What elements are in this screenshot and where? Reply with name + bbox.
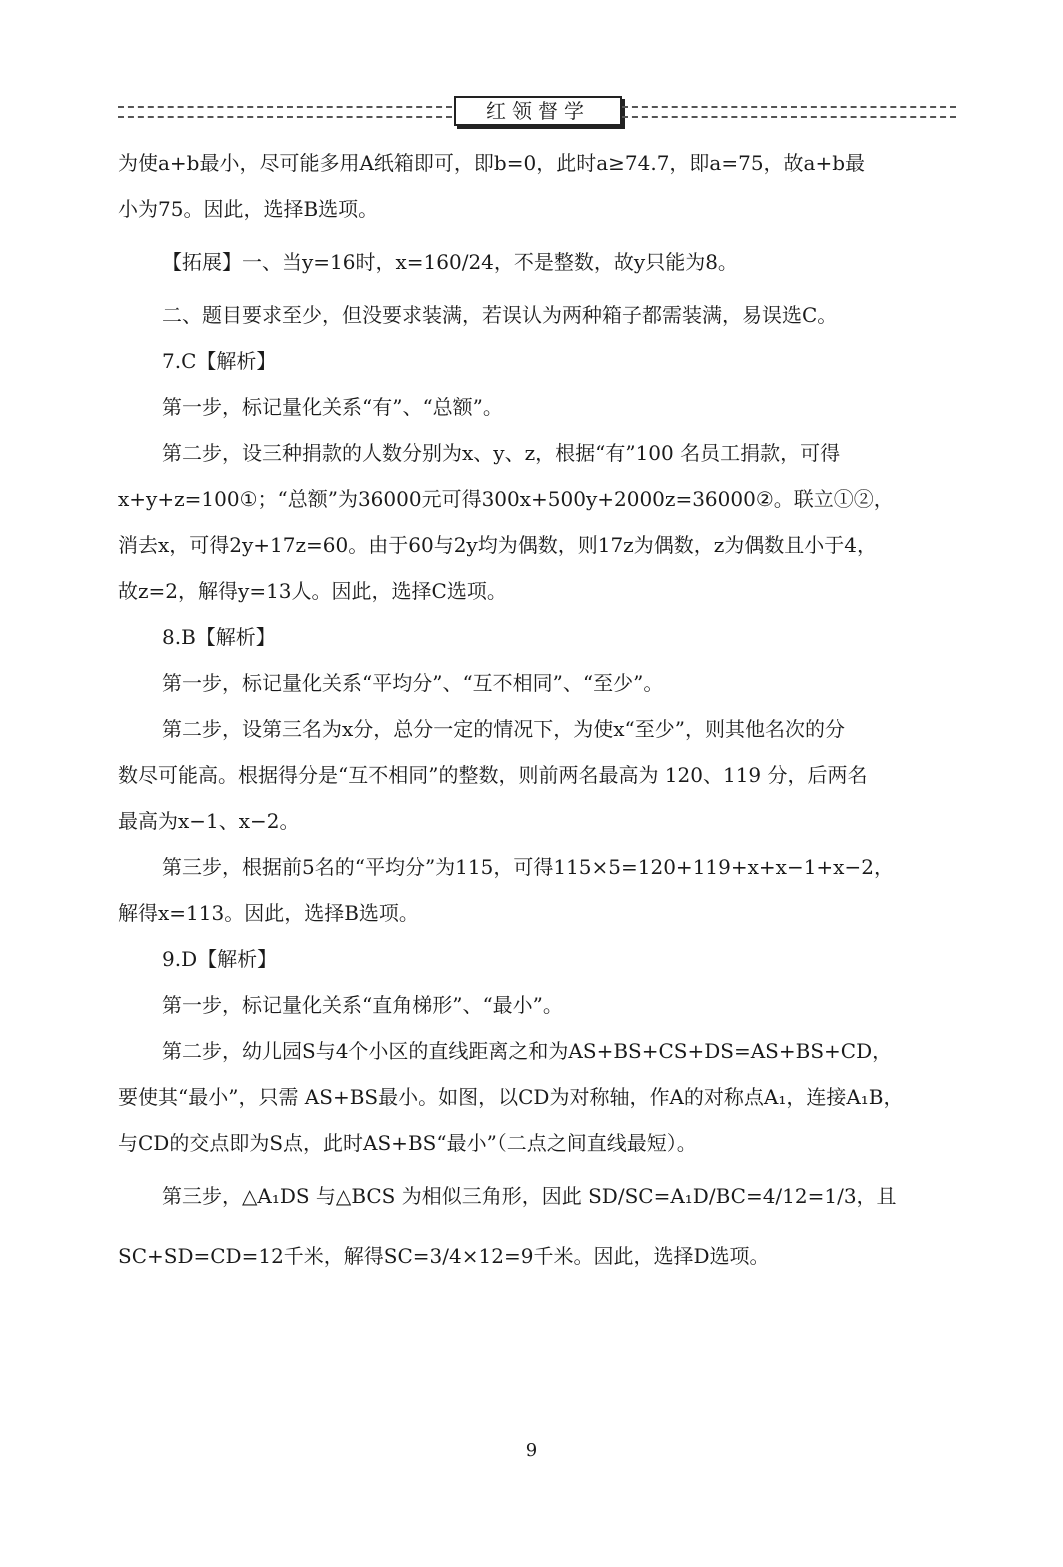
text-line: 第二步，设第三名为x分，总分一定的情况下，为使x“至少”，则其他名次的分 xyxy=(162,717,846,741)
text-line: 第一步，标记量化关系“有”、“总额”。 xyxy=(162,395,503,419)
text-line: 故z=2，解得y=13人。因此，选择C选项。 xyxy=(118,579,507,603)
text-line: 第二步，幼儿园S与4个小区的直线距离之和为AS+BS+CS+DS=AS+BS+CD， xyxy=(162,1039,893,1063)
text-line: 【拓展】一、当y=16时，x=160/24，不是整数，故y只能为8。 xyxy=(162,250,738,274)
text-line: 第三步，△A₁DS 与△BCS 为相似三角形，因此 SD/SC=A₁D/BC=4/12=1/3，且 xyxy=(162,1184,897,1208)
header-dash-left xyxy=(118,106,452,118)
page-header xyxy=(118,96,956,126)
text-line: 第二步，设三种捐款的人数分别为x、y、z，根据“有”100 名员工捐款，可得 xyxy=(162,441,841,465)
text-line: 消去x，可得2y+17z=60。由于60与2y均为偶数，则17z为偶数，z为偶数且小于4， xyxy=(118,533,877,557)
text-line: 二、题目要求至少，但没要求装满，若误认为两种箱子都需装满，易误选C。 xyxy=(162,303,838,327)
text-line: 为使a+b最小，尽可能多用A纸箱即可，即b=0，此时a≥74.7，即a=75，故a+b最 xyxy=(118,151,866,175)
header-title: 红领督学 xyxy=(454,96,622,126)
document-body xyxy=(118,140,948,1286)
section-heading: 9.D【解析】 xyxy=(162,947,278,971)
header-dash-right xyxy=(622,106,956,118)
text-line: 与CD的交点即为S点，此时AS+BS“最小”（二点之间直线最短）。 xyxy=(118,1131,697,1155)
text-line: 要使其“最小”，只需 AS+BS最小。如图，以CD为对称轴，作A的对称点A₁，连接A₁B， xyxy=(118,1085,904,1109)
text-line: 数尽可能高。根据得分是“互不相同”的整数，则前两名最高为 120、119 分，后两名 xyxy=(118,763,868,787)
text-line: 解得x=113。因此，选择B选项。 xyxy=(118,901,419,925)
text-line: 小为75。因此，选择B选项。 xyxy=(118,197,379,221)
text-line: 最高为x−1、x−2。 xyxy=(118,809,300,833)
section-heading: 7.C【解析】 xyxy=(162,349,277,373)
text-line: x+y+z=100①；“总额”为36000元可得300x+500y+2000z=36000②。联立①②， xyxy=(118,487,894,511)
page-number: 9 xyxy=(525,1440,538,1461)
text-line: 第三步，根据前5名的“平均分”为115，可得115×5=120+119+x+x−1+x−2， xyxy=(162,855,894,879)
text-line: 第一步，标记量化关系“平均分”、“互不相同”、“至少”。 xyxy=(162,671,664,695)
text-line: SC+SD=CD=12千米，解得SC=3/4×12=9千米。因此，选择D选项。 xyxy=(118,1244,770,1268)
section-heading: 8.B【解析】 xyxy=(162,625,276,649)
text-line: 第一步，标记量化关系“直角梯形”、“最小”。 xyxy=(162,993,563,1017)
